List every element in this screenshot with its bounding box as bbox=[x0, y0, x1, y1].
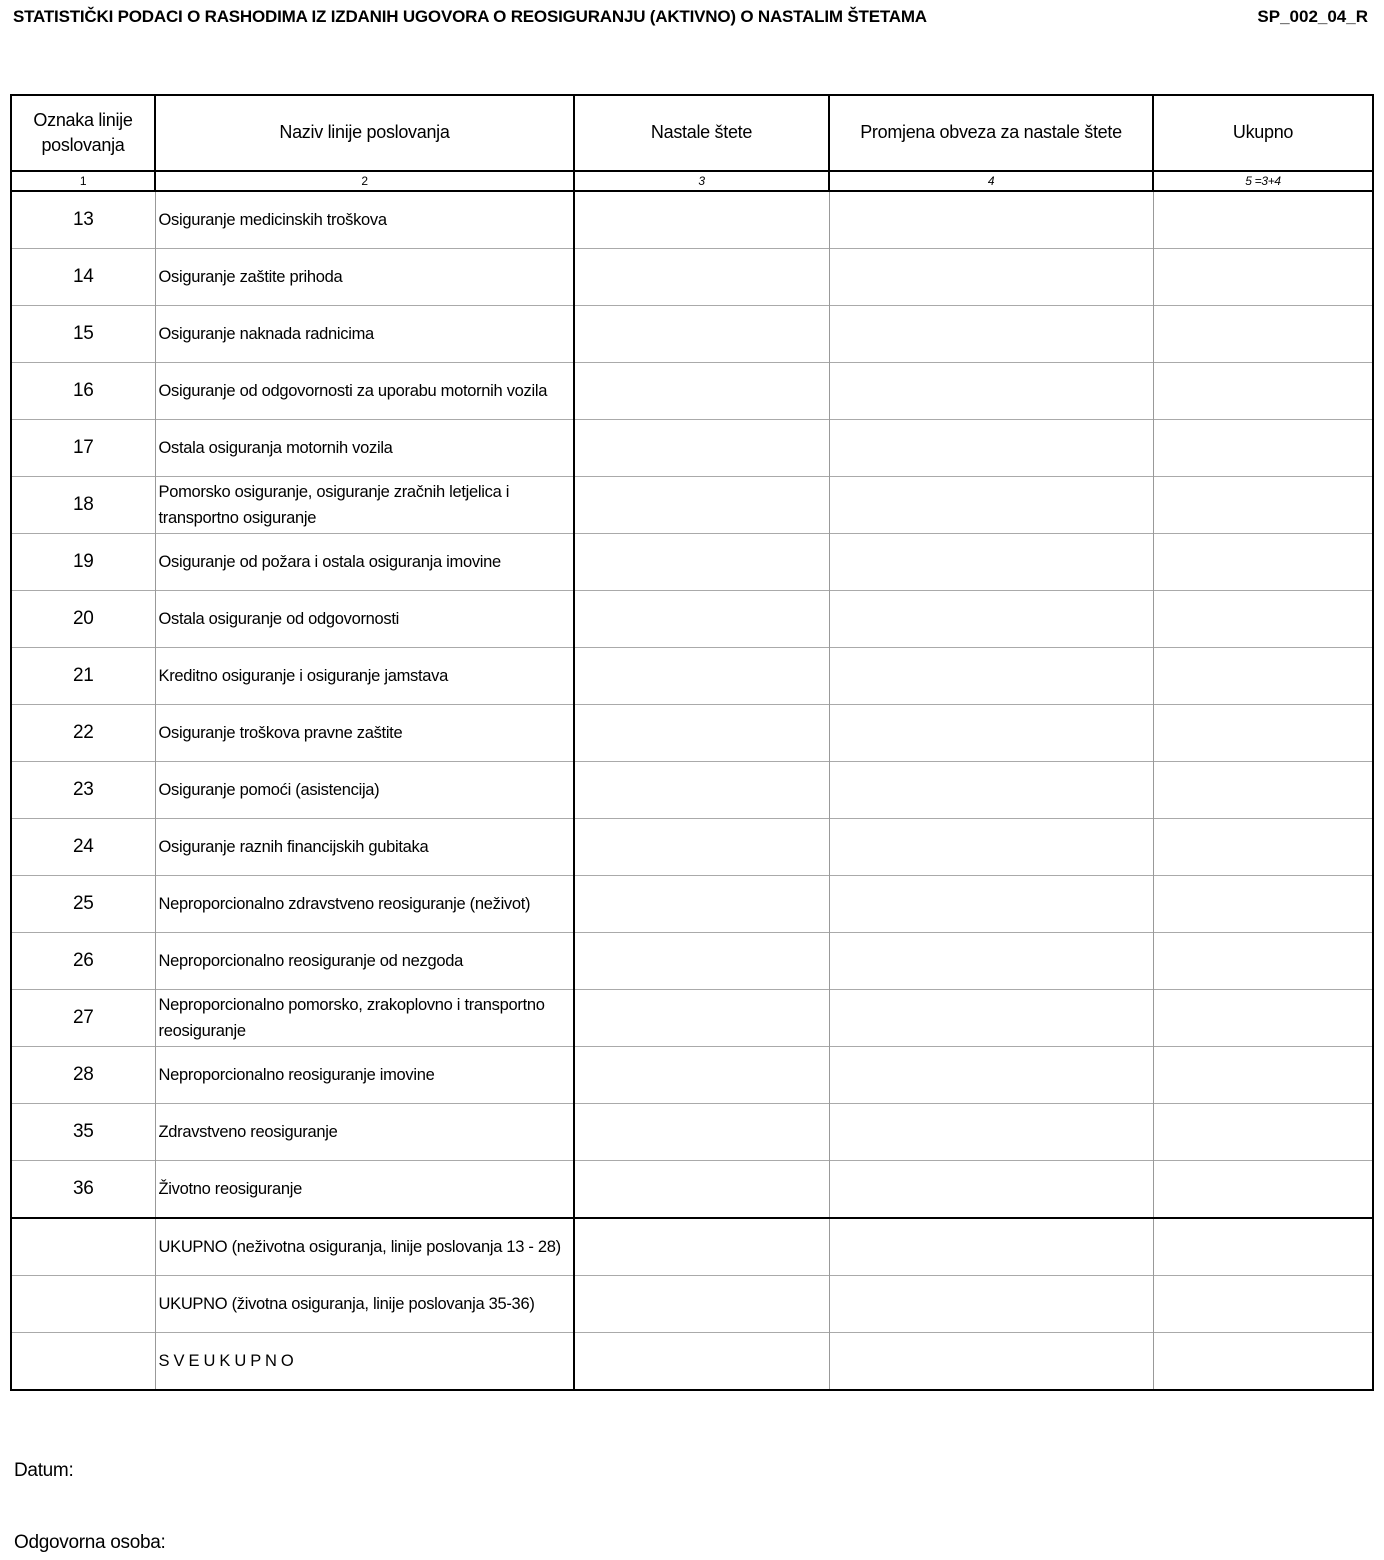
line-name: Kreditno osiguranje i osiguranje jamstava bbox=[155, 648, 574, 705]
claims-cell[interactable] bbox=[574, 990, 829, 1047]
claims-cell[interactable] bbox=[574, 705, 829, 762]
change-cell[interactable] bbox=[829, 1047, 1153, 1104]
line-code: 15 bbox=[11, 306, 155, 363]
claims-cell[interactable] bbox=[574, 1218, 829, 1276]
claims-cell[interactable] bbox=[574, 534, 829, 591]
line-code: 16 bbox=[11, 363, 155, 420]
table-row bbox=[11, 534, 1373, 591]
total-cell[interactable] bbox=[1153, 1276, 1373, 1333]
table-row bbox=[11, 306, 1373, 363]
line-code: 23 bbox=[11, 762, 155, 819]
table-row bbox=[11, 648, 1373, 705]
header-change: Promjena obveza za nastale štete bbox=[829, 95, 1153, 171]
change-cell[interactable] bbox=[829, 249, 1153, 306]
change-cell[interactable] bbox=[829, 306, 1153, 363]
line-name: Neproporcionalno zdravstveno reosiguranje (neživot) bbox=[155, 876, 574, 933]
total-cell[interactable] bbox=[1153, 591, 1373, 648]
claims-cell[interactable] bbox=[574, 249, 829, 306]
line-name: Ostala osiguranje od odgovornosti bbox=[155, 591, 574, 648]
column-number: 2 bbox=[155, 171, 574, 191]
table-row bbox=[11, 1047, 1373, 1104]
line-code bbox=[11, 1218, 155, 1276]
change-cell[interactable] bbox=[829, 1161, 1153, 1219]
total-cell[interactable] bbox=[1153, 249, 1373, 306]
line-code bbox=[11, 1276, 155, 1333]
form-code: SP_002_04_R bbox=[1257, 7, 1368, 26]
claims-cell[interactable] bbox=[574, 819, 829, 876]
change-cell[interactable] bbox=[829, 534, 1153, 591]
total-cell[interactable] bbox=[1153, 1047, 1373, 1104]
table-row bbox=[11, 191, 1373, 249]
change-cell[interactable] bbox=[829, 819, 1153, 876]
line-name: Osiguranje od požara i ostala osiguranja imovine bbox=[155, 534, 574, 591]
change-cell[interactable] bbox=[829, 705, 1153, 762]
claims-cell[interactable] bbox=[574, 1161, 829, 1219]
change-cell[interactable] bbox=[829, 363, 1153, 420]
total-cell[interactable] bbox=[1153, 191, 1373, 249]
total-cell[interactable] bbox=[1153, 420, 1373, 477]
line-name: Životno reosiguranje bbox=[155, 1161, 574, 1219]
line-name: UKUPNO (životna osiguranja, linije poslovanja 35-36) bbox=[155, 1276, 574, 1333]
column-number: 1 bbox=[11, 171, 155, 191]
line-code: 21 bbox=[11, 648, 155, 705]
column-number: 3 bbox=[574, 171, 829, 191]
responsible-person-label: Odgovorna osoba: bbox=[14, 1532, 166, 1553]
form-title: STATISTIČKI PODACI O RASHODIMA IZ IZDANIH UGOVORA O REOSIGURANJU (AKTIVNO) O NASTALIM ŠTETAMA bbox=[13, 7, 927, 26]
change-cell[interactable] bbox=[829, 1218, 1153, 1276]
table-row bbox=[11, 1104, 1373, 1161]
change-cell[interactable] bbox=[829, 591, 1153, 648]
line-name: Osiguranje troškova pravne zaštite bbox=[155, 705, 574, 762]
change-cell[interactable] bbox=[829, 1104, 1153, 1161]
line-name: UKUPNO (neživotna osiguranja, linije poslovanja 13 - 28) bbox=[155, 1218, 574, 1276]
total-row bbox=[11, 1276, 1373, 1333]
table-row bbox=[11, 762, 1373, 819]
table-row bbox=[11, 249, 1373, 306]
line-name: Pomorsko osiguranje, osiguranje zračnih letjelica i transportno osiguranje bbox=[155, 477, 574, 534]
line-name: Osiguranje pomoći (asistencija) bbox=[155, 762, 574, 819]
header-name: Naziv linije poslovanja bbox=[155, 95, 574, 171]
claims-cell[interactable] bbox=[574, 762, 829, 819]
change-cell[interactable] bbox=[829, 990, 1153, 1047]
line-name: Osiguranje zaštite prihoda bbox=[155, 249, 574, 306]
table-row bbox=[11, 705, 1373, 762]
total-row bbox=[11, 1333, 1373, 1391]
table-row bbox=[11, 933, 1373, 990]
date-label: Datum: bbox=[14, 1460, 74, 1481]
claims-cell[interactable] bbox=[574, 591, 829, 648]
total-cell[interactable] bbox=[1153, 534, 1373, 591]
total-cell[interactable] bbox=[1153, 933, 1373, 990]
line-name: Osiguranje naknada radnicima bbox=[155, 306, 574, 363]
line-code: 14 bbox=[11, 249, 155, 306]
claims-cell[interactable] bbox=[574, 876, 829, 933]
total-cell[interactable] bbox=[1153, 762, 1373, 819]
line-code: 35 bbox=[11, 1104, 155, 1161]
table-row bbox=[11, 819, 1373, 876]
total-cell[interactable] bbox=[1153, 1104, 1373, 1161]
change-cell[interactable] bbox=[829, 762, 1153, 819]
header-total: Ukupno bbox=[1153, 95, 1373, 171]
total-row bbox=[11, 1218, 1373, 1276]
total-cell[interactable] bbox=[1153, 705, 1373, 762]
header-code: Oznaka linije poslovanja bbox=[11, 95, 155, 171]
claims-cell[interactable] bbox=[574, 420, 829, 477]
claims-table bbox=[10, 94, 1374, 1391]
line-code: 18 bbox=[11, 477, 155, 534]
claims-cell[interactable] bbox=[574, 306, 829, 363]
claims-cell[interactable] bbox=[574, 363, 829, 420]
line-code: 28 bbox=[11, 1047, 155, 1104]
total-cell[interactable] bbox=[1153, 1218, 1373, 1276]
line-code: 27 bbox=[11, 990, 155, 1047]
claims-cell[interactable] bbox=[574, 191, 829, 249]
claims-cell[interactable] bbox=[574, 1047, 829, 1104]
line-name: Neproporcionalno reosiguranje od nezgoda bbox=[155, 933, 574, 990]
table-row bbox=[11, 876, 1373, 933]
change-cell[interactable] bbox=[829, 477, 1153, 534]
line-code: 24 bbox=[11, 819, 155, 876]
table-row bbox=[11, 477, 1373, 534]
line-code: 22 bbox=[11, 705, 155, 762]
total-cell[interactable] bbox=[1153, 306, 1373, 363]
change-cell[interactable] bbox=[829, 876, 1153, 933]
line-name: S V E U K U P N O bbox=[155, 1333, 574, 1391]
header-claims: Nastale štete bbox=[574, 95, 829, 171]
claims-cell[interactable] bbox=[574, 1276, 829, 1333]
line-code: 26 bbox=[11, 933, 155, 990]
line-code: 19 bbox=[11, 534, 155, 591]
total-cell[interactable] bbox=[1153, 648, 1373, 705]
claims-cell[interactable] bbox=[574, 1333, 829, 1391]
change-cell[interactable] bbox=[829, 933, 1153, 990]
total-cell[interactable] bbox=[1153, 477, 1373, 534]
table-row bbox=[11, 1161, 1373, 1219]
change-cell[interactable] bbox=[829, 420, 1153, 477]
line-name: Osiguranje medicinskih troškova bbox=[155, 191, 574, 249]
claims-cell[interactable] bbox=[574, 933, 829, 990]
claims-cell[interactable] bbox=[574, 648, 829, 705]
total-cell[interactable] bbox=[1153, 1333, 1373, 1391]
column-number: 4 bbox=[829, 171, 1153, 191]
line-name: Ostala osiguranja motornih vozila bbox=[155, 420, 574, 477]
total-cell[interactable] bbox=[1153, 876, 1373, 933]
line-code: 36 bbox=[11, 1161, 155, 1219]
line-code: 13 bbox=[11, 191, 155, 249]
table-row bbox=[11, 420, 1373, 477]
column-number: 5 =3+4 bbox=[1153, 171, 1373, 191]
total-cell[interactable] bbox=[1153, 990, 1373, 1047]
claims-cell[interactable] bbox=[574, 477, 829, 534]
table-row bbox=[11, 363, 1373, 420]
table-row bbox=[11, 591, 1373, 648]
table-row bbox=[11, 990, 1373, 1047]
line-code bbox=[11, 1333, 155, 1391]
line-code: 20 bbox=[11, 591, 155, 648]
line-name: Osiguranje raznih financijskih gubitaka bbox=[155, 819, 574, 876]
line-code: 17 bbox=[11, 420, 155, 477]
change-cell[interactable] bbox=[829, 648, 1153, 705]
line-name: Neproporcionalno reosiguranje imovine bbox=[155, 1047, 574, 1104]
line-code: 25 bbox=[11, 876, 155, 933]
change-cell[interactable] bbox=[829, 1276, 1153, 1333]
claims-cell[interactable] bbox=[574, 1104, 829, 1161]
line-name: Osiguranje od odgovornosti za uporabu motornih vozila bbox=[155, 363, 574, 420]
total-cell[interactable] bbox=[1153, 1161, 1373, 1219]
total-cell[interactable] bbox=[1153, 819, 1373, 876]
line-name: Neproporcionalno pomorsko, zrakoplovno i transportno reosiguranje bbox=[155, 990, 574, 1047]
change-cell[interactable] bbox=[829, 191, 1153, 249]
total-cell[interactable] bbox=[1153, 363, 1373, 420]
change-cell[interactable] bbox=[829, 1333, 1153, 1391]
line-name: Zdravstveno reosiguranje bbox=[155, 1104, 574, 1161]
